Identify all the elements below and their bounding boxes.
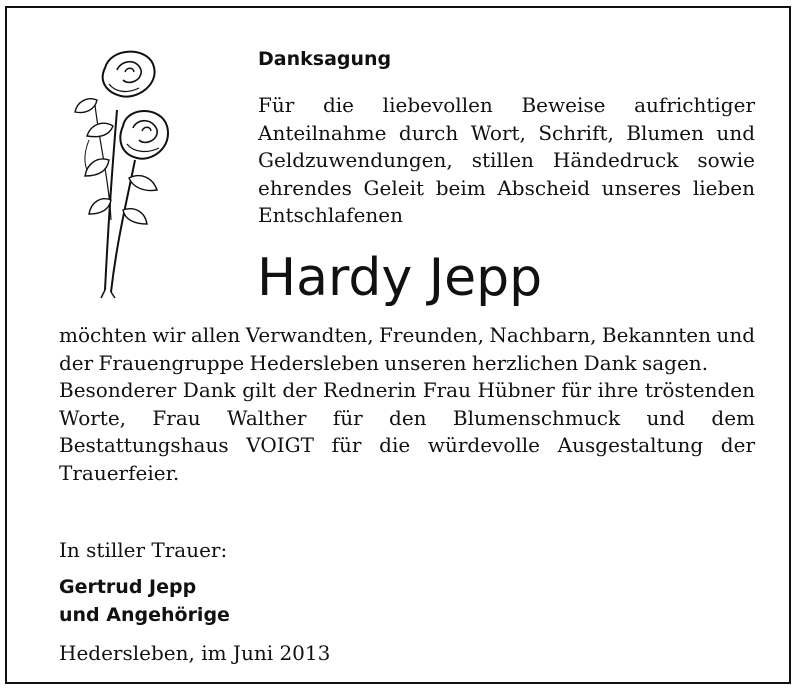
thanks-body (59, 322, 755, 487)
notice-heading: Danksagung (258, 48, 392, 70)
intro-text: Für die liebevollen Beweise aufrichtiger Anteilnahme durch Wort, Schrift, Blumen und Geldzuwendungen, stillen Händedruck sowie ehrendes Geleit beim Abscheid unseres lieben Entschlafenen (258, 93, 755, 227)
rose-illustration-icon (65, 40, 175, 300)
special-thanks-paragraph: Besonderer Dank gilt der Rednerin Frau Hübner für ihre tröstenden Worte, Frau Walther für den Blumenschmuck und dem Bestattungshaus VOIGT für die würdevolle Ausgestaltung der Trauerfeier. (59, 378, 755, 485)
closing-line: In stiller Trauer: (59, 538, 228, 562)
thanks-paragraph: möchten wir allen Verwandten, Freunden, Nachbarn, Bekannten und der Frauengruppe Hedersleben unseren herzlichen Dank sagen. (59, 323, 755, 375)
signers (59, 573, 230, 629)
signer-name: Gertrud Jepp (59, 576, 197, 598)
signer-relatives: und Angehörige (59, 604, 230, 626)
deceased-name: Hardy Jepp (257, 248, 543, 308)
place-date: Hedersleben, im Juni 2013 (59, 641, 331, 665)
obituary-notice (5, 6, 791, 684)
